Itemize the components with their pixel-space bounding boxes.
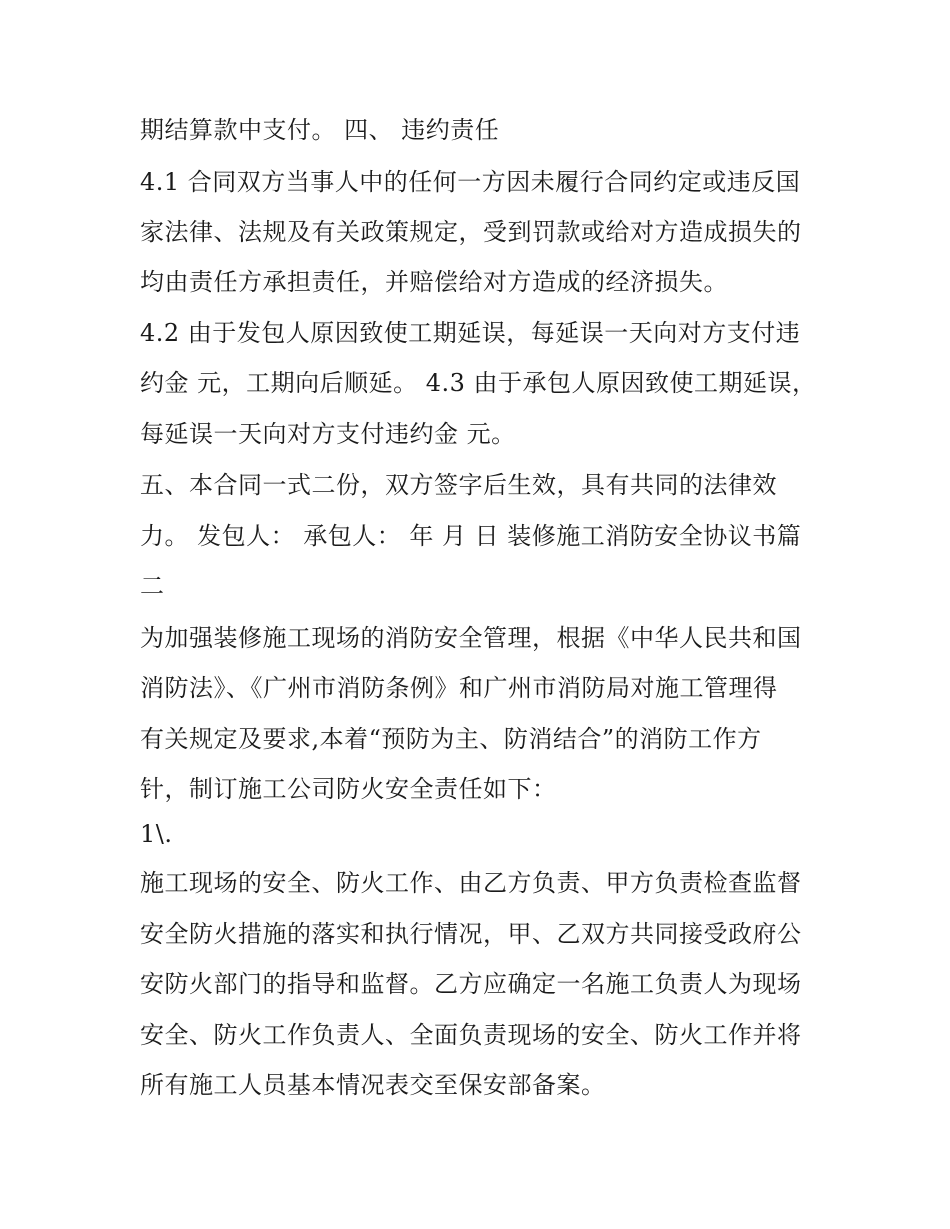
text-line: 1\.: [140, 820, 173, 848]
text-line: 针，制订施工公司防火安全责任如下：: [140, 775, 557, 803]
text-line: 4.1 合同双方当事人中的任何一方因未履行合同约定或违反国: [140, 168, 801, 196]
text-line: 消防法》、《广州市消防条例》和广州市消防局对施工管理得: [140, 674, 778, 702]
text-line: 家法律、法规及有关政策规定，受到罚款或给对方造成损失的: [140, 218, 802, 246]
text-line: 安全防火措施的落实和执行情况，甲、乙双方共同接受政府公: [140, 920, 802, 948]
text-line: 期结算款中支付。 四、 违约责任: [140, 116, 500, 144]
text-line: 每延误一天向对方支付违约金 元。: [140, 420, 516, 448]
text-line: 均由责任方承担责任，并赔偿给对方造成的经济损失。: [140, 268, 728, 296]
text-line: 为加强装修施工现场的消防安全管理，根据《中华人民共和国: [140, 624, 802, 652]
text-line: 二: [140, 572, 165, 600]
text-line: 约金 元，工期向后顺延。 4.3 由于承包人原因致使工期延误，: [140, 369, 817, 397]
text-line: 五、本合同一式二份，双方签字后生效，具有共同的法律效: [140, 471, 777, 499]
text-line: 安防火部门的指导和监督。乙方应确定一名施工负责人为现场: [140, 970, 802, 998]
text-line: 力。 发包人： 承包人： 年 月 日 装修施工消防安全协议书篇: [140, 522, 802, 550]
text-line: 4.2 由于发包人原因致使工期延误，每延误一天向对方支付违: [140, 319, 801, 347]
text-line: 施工现场的安全、防火工作、由乙方负责、甲方负责检查监督: [140, 869, 802, 897]
text-line: 有关规定及要求,本着“预防为主、防消结合”的消防工作方: [140, 725, 762, 753]
text-line: 所有施工人员基本情况表交至保安部备案。: [140, 1071, 606, 1099]
text-line: 安全、防火工作负责人、全面负责现场的安全、防火工作并将: [140, 1021, 802, 1049]
